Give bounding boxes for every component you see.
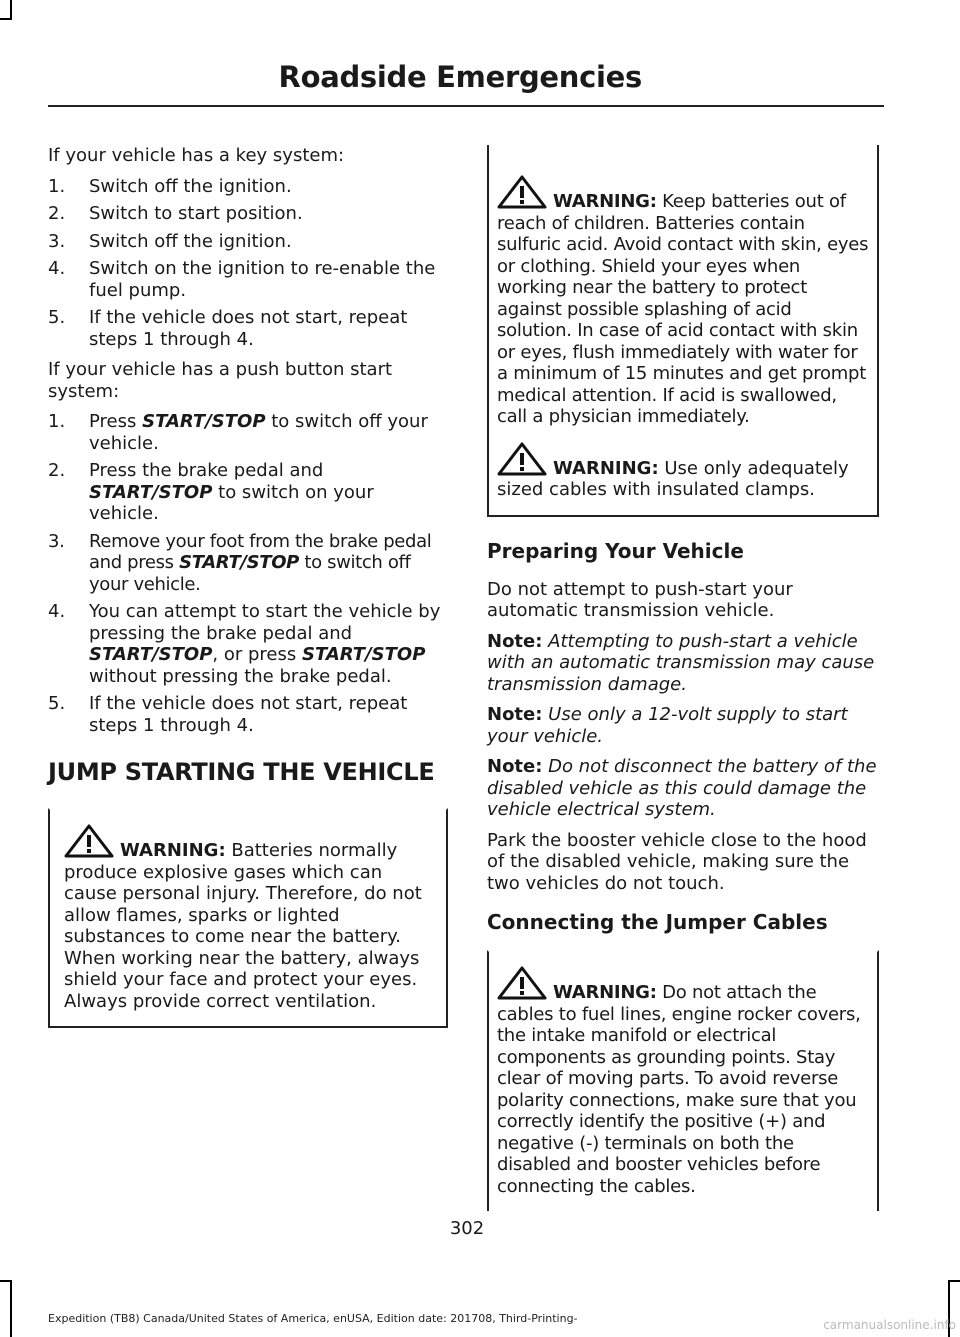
warning-text: WARNING: Use only adequately sized cables with insulated clamps.	[497, 442, 869, 501]
crop-mark	[948, 1280, 960, 1282]
crop-mark	[0, 1280, 12, 1282]
key-system-steps	[48, 176, 448, 351]
push-button-steps	[48, 411, 448, 736]
right-column	[487, 145, 879, 1233]
watermark: carmanualsonline.info	[823, 1318, 956, 1332]
push-button-intro: If your vehicle has a push button start system:	[48, 359, 393, 402]
key-system-intro: If your vehicle has a key system:	[48, 145, 345, 166]
left-column	[48, 145, 448, 1050]
list-item: 3. Remove your foot from the brake pedal and press START/STOP to switch off your vehicle.	[48, 530, 432, 595]
list-item: 3. Switch off the ignition.	[48, 230, 292, 252]
list-item: 1. Press START/STOP to switch off your vehicle.	[48, 411, 428, 454]
paragraph: Do not attempt to push-start your automatic transmission vehicle.	[487, 578, 793, 621]
page-number: 302	[449, 1218, 485, 1239]
paragraph: Park the booster vehicle close to the hood of the disabled vehicle, making sure the two vehicles do not touch.	[487, 829, 867, 894]
list-item: 5. If the vehicle does not start, repeat steps 1 through 4.	[48, 693, 408, 736]
section-title: JUMP STARTING THE VEHICLE	[48, 758, 435, 786]
note: Note: Attempting to push-start a vehicle with an automatic transmission may cause transmission damage.	[487, 630, 875, 695]
subsection-title: Connecting the Jumper Cables	[487, 910, 828, 934]
subsection-title: Preparing Your Vehicle	[487, 538, 744, 563]
list-item: 2. Switch to start position.	[48, 203, 303, 224]
page-title: Roadside Emergencies	[278, 60, 642, 94]
warning-triangle-icon	[497, 442, 547, 476]
warning-box	[487, 145, 879, 517]
warning-box	[487, 950, 879, 1211]
list-item: 4. Switch on the ignition to re-enable the fuel pump.	[48, 258, 436, 301]
warning-triangle-icon	[64, 824, 114, 858]
crop-mark	[10, 0, 12, 20]
list-item: 2. Press the brake pedal and START/STOP to switch on your vehicle.	[48, 460, 374, 524]
warning-text: WARNING: Do not attach the cables to fuel lines, engine rocker covers, the intake manifold or electrical components as grounding points. Stay clear of moving parts. To avoid reverse polarity connections, make sure that you correctly identify the positive (+) and negative (-) terminals on both the disabled and booster vehicles before connecting the cables.	[497, 966, 869, 1197]
note: Note: Use only a 12-volt supply to start your vehicle.	[487, 704, 848, 747]
warning-text: WARNING: Batteries normally produce explosive gases which can cause personal injury. Therefore, do not allow flames, sparks or lighted substances to come near the battery. When working near the battery, always shield your face and protect your eyes. Always provide correct ventilation.	[64, 824, 438, 1012]
footer-text: Expedition (TB8) Canada/United States of America, enUSA, Edition date: 201708, Third-Printing-	[48, 1312, 578, 1325]
warning-triangle-icon	[497, 966, 547, 1000]
warning-text: WARNING: Keep batteries out of reach of children. Batteries contain sulfuric acid. Avoid contact with skin, eyes or clothing. Shield your eyes when working near the battery to protect against possible splashing of acid solution. In case of acid contact with skin or eyes, flush immediately with water for a minimum of 15 minutes and get prompt medical attention. If acid is swallowed, call a physician immediately.	[497, 175, 869, 428]
list-item: 5. If the vehicle does not start, repeat steps 1 through 4.	[48, 307, 408, 350]
warning-box	[48, 808, 448, 1028]
warning-triangle-icon	[497, 175, 547, 209]
list-item: 1. Switch off the ignition.	[48, 175, 292, 197]
header-divider	[48, 105, 884, 107]
list-item: 4. You can attempt to start the vehicle by pressing the brake pedal and START/STOP, or press START/STOP without pressing the brake pedal.	[48, 601, 441, 687]
crop-mark	[10, 1280, 12, 1337]
crop-mark	[0, 18, 12, 20]
note: Note: Do not disconnect the battery of the disabled vehicle as this could damage the vehicle electrical system.	[487, 756, 877, 820]
